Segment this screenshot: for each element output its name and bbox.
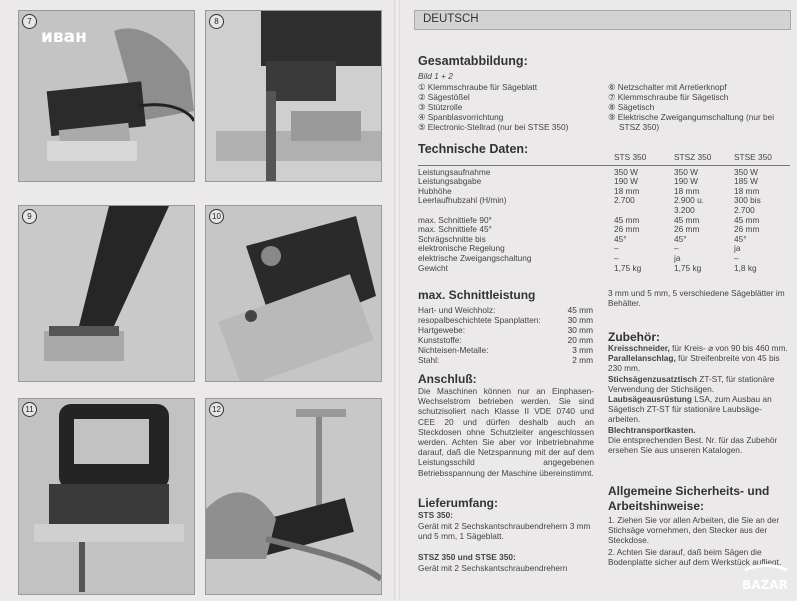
anschluss-text: Die Maschinen können nur an Einphasen-Wechselstrom betrieben werden. Sie sind schutzisoliert nach Klasse II VDE 0740 und CEE 20 und dürfen deshalb auch an Steckdosen ohne Schutzleiter angeschlossen werden. Achten Sie aber vor Inbetriebnahme darauf, daß die Netzspannung mit der auf dem Leistungsschild angegebenen Betriebsspannung der Maschine übereinstimmt. bbox=[418, 386, 594, 478]
cut-label: Stahl: bbox=[418, 355, 440, 365]
tech-cell: 18 mm bbox=[614, 185, 640, 196]
tech-cell: 26 mm bbox=[674, 224, 700, 235]
tech-cell: Leistungsaufnahme bbox=[418, 166, 491, 177]
tech-cell: 300 bis bbox=[734, 195, 761, 206]
liefer-sts-label: STS 350: bbox=[418, 510, 454, 520]
cut-label: Kunststoffe: bbox=[418, 335, 462, 345]
tech-cell: – bbox=[734, 252, 739, 263]
cut-title: max. Schnittleistung bbox=[418, 288, 536, 302]
bazar-logo bbox=[737, 562, 793, 596]
photo-number: 9 bbox=[22, 209, 37, 224]
cut-value: 45 mm bbox=[567, 305, 593, 315]
tech-cell: – bbox=[674, 243, 679, 254]
jigsaw-blade-photo-icon bbox=[19, 206, 194, 381]
tech-col-header bbox=[418, 153, 614, 163]
tech-cell: 1,8 kg bbox=[734, 262, 757, 273]
tech-cell: 190 W bbox=[674, 176, 698, 187]
overview-title: Gesamtabbildung: bbox=[418, 54, 528, 68]
photo-number: 8 bbox=[209, 14, 224, 29]
liefer-stsz-text: Gerät mit 2 Sechskantschraubendrehern bbox=[418, 563, 568, 573]
tech-cell: – bbox=[614, 243, 619, 254]
zubehoer-note: Die entsprechenden Best. Nr. für das Zubehör ersehen Sie aus unseren Katalogen. bbox=[608, 434, 778, 456]
tech-cell: Schrägschnitte bis bbox=[418, 233, 486, 244]
photo-7 bbox=[18, 10, 195, 182]
photo-number: 11 bbox=[22, 402, 37, 417]
photo-11 bbox=[18, 398, 195, 595]
photo-8 bbox=[205, 10, 382, 182]
zubehoer-item bbox=[608, 343, 788, 353]
tech-row bbox=[418, 264, 790, 274]
photo-number: 10 bbox=[209, 209, 224, 224]
tech-cell: Hubhöhe bbox=[418, 185, 452, 196]
zubehoer-item bbox=[608, 394, 788, 425]
liefer-stsz-label: STSZ 350 und STSE 350: bbox=[418, 552, 516, 562]
tech-cell: 45 mm bbox=[734, 214, 760, 225]
tech-cell: 18 mm bbox=[674, 185, 700, 196]
tech-cell: 2.900 u. bbox=[674, 195, 704, 206]
zubehoer-item-name: Parallelanschlag, bbox=[608, 353, 676, 364]
language-header bbox=[414, 10, 791, 30]
cut-value: 3 mm bbox=[572, 345, 593, 355]
table-rule bbox=[418, 165, 790, 166]
zubehoer-item bbox=[608, 353, 788, 373]
tech-cell: 350 W bbox=[614, 166, 638, 177]
circle-cutter-photo-icon bbox=[206, 399, 381, 594]
tech-title: Technische Daten: bbox=[418, 142, 529, 156]
tech-cell: 26 mm bbox=[614, 224, 640, 235]
cut-continuation: 3 mm und 5 mm, 5 verschiedene Sägeblätter im Behälter. bbox=[608, 288, 785, 309]
tech-cell: 185 W bbox=[734, 176, 758, 187]
language-label: DEUTSCH bbox=[423, 13, 479, 25]
zubehoer-item-text: für Kreis- ⌀ von 90 bis 460 mm. bbox=[669, 343, 788, 353]
tech-cell: 45° bbox=[674, 233, 687, 244]
tech-cell: ja bbox=[734, 243, 741, 254]
zubehoer-item-text: für Streifenbreite von 45 bis 230 mm. bbox=[608, 353, 780, 374]
sawtable-photo-icon bbox=[206, 11, 381, 181]
bazar-logo-icon bbox=[737, 562, 793, 596]
tech-col-header: STS 350 bbox=[614, 152, 647, 162]
tech-cell: max. Schnittiefe 45° bbox=[418, 224, 492, 235]
overview-item: ② Sägestößel bbox=[418, 92, 470, 102]
cut-label: Hart- und Weichholz: bbox=[418, 305, 496, 315]
photo-12 bbox=[205, 398, 382, 595]
cut-value: 30 mm bbox=[567, 325, 593, 335]
tech-col-header: STSZ 350 bbox=[674, 152, 712, 162]
tech-cell: 1,75 kg bbox=[614, 262, 642, 273]
cut-value: 20 mm bbox=[567, 335, 593, 345]
overview-item: ④ Spanblasvorrichtung bbox=[418, 112, 504, 122]
tech-col-header: STSE 350 bbox=[734, 152, 772, 162]
overview-item: ⑨ Elektrische Zweigangumschaltung (nur bei bbox=[608, 112, 775, 122]
tech-cell: 26 mm bbox=[734, 224, 760, 235]
overview-item: ⑤ Electronic-Stellrad (nur bei STSE 350) bbox=[418, 122, 569, 132]
tech-header-row bbox=[418, 153, 790, 163]
zubehoer-item-text: LSA, zum Ausbau an Sägetisch ZT-ST für stationäre Laubsäge-arbeiten. bbox=[608, 394, 772, 425]
tech-cell: 2.700 bbox=[734, 204, 755, 215]
zubehoer-title: Zubehör: bbox=[608, 330, 660, 344]
page-fold bbox=[394, 0, 400, 600]
tech-cell: 350 W bbox=[734, 166, 758, 177]
overview-subtitle: Bild 1 + 2 bbox=[418, 71, 453, 81]
cut-label: Hartgewebe: bbox=[418, 325, 466, 335]
cut-value: 30 mm bbox=[567, 315, 593, 325]
watermark-text: иван bbox=[41, 27, 87, 47]
tech-cell: max. Schnittiefe 90° bbox=[418, 214, 492, 225]
photo-number: 12 bbox=[209, 402, 224, 417]
tech-cell: 45° bbox=[734, 233, 747, 244]
jigsaw-side-photo-icon bbox=[19, 399, 194, 594]
zubehoer-item-name: Blechtransportkasten. bbox=[608, 424, 696, 435]
tech-cell: – bbox=[614, 252, 619, 263]
jigsaw-bottom-photo-icon bbox=[206, 206, 381, 381]
tech-cell: Leerlaufhubzahl (H/min) bbox=[418, 195, 507, 206]
liefer-sts-text: Gerät mit 2 Sechskantschraubendrehern 3 mm und 5 mm, 1 Sägeblatt. bbox=[418, 521, 591, 542]
tech-table bbox=[418, 153, 790, 273]
tech-cell: 45 mm bbox=[674, 214, 700, 225]
tech-cell: elektrische Zweigangschaltung bbox=[418, 252, 532, 263]
overview-item: ⑧ Sägetisch bbox=[608, 102, 655, 112]
zubehoer-item-name: Laubsägeausrüstung bbox=[608, 394, 692, 405]
safety-p2: 2. Achten Sie darauf, daß beim Sägen die Bodenplatte sicher auf dem Werkstück aufliegt. bbox=[608, 547, 782, 568]
cut-value: 2 mm bbox=[572, 355, 593, 365]
zubehoer-item bbox=[608, 374, 788, 394]
zubehoer-item-name: Stichsägenzusatztisch bbox=[608, 373, 697, 384]
safety-p1: 1. Ziehen Sie vor allen Arbeiten, die Sie an der Stichsäge vornehmen, den Stecker aus der Steckdose. bbox=[608, 515, 780, 546]
zubehoer-list bbox=[608, 343, 788, 455]
tech-cell: 3.200 bbox=[674, 204, 695, 215]
zubehoer-item bbox=[608, 425, 788, 435]
cut-label: resopalbeschichtete Spanplatten: bbox=[418, 315, 541, 325]
photo-10 bbox=[205, 205, 382, 382]
overview-item: ⑥ Netzschalter mit Arretierknopf bbox=[608, 82, 727, 92]
tech-cell: 18 mm bbox=[734, 185, 760, 196]
overview-item: ③ Stützrolle bbox=[418, 102, 463, 112]
tech-cell: Leistungsabgabe bbox=[418, 176, 482, 187]
tech-cell: 45 mm bbox=[614, 214, 640, 225]
liefer-title: Lieferumfang: bbox=[418, 496, 499, 510]
photo-number: 7 bbox=[22, 14, 37, 29]
tech-cell: elektronische Regelung bbox=[418, 243, 505, 254]
photo-9 bbox=[18, 205, 195, 382]
anschluss-title: Anschluß: bbox=[418, 372, 477, 386]
logo-text: BAZAR bbox=[742, 578, 788, 592]
tech-cell: 2.700 bbox=[614, 195, 635, 206]
overview-item: ① Klemmschraube für Sägeblatt bbox=[418, 82, 538, 92]
tech-cell: ja bbox=[674, 252, 681, 263]
tech-cell: 45° bbox=[614, 233, 627, 244]
zubehoer-item-name: Kreisschneider, bbox=[608, 343, 670, 353]
tech-cell: Gewicht bbox=[418, 262, 448, 273]
tech-cell: 1,75 kg bbox=[674, 262, 702, 273]
overview-item: STSZ 350) bbox=[619, 122, 660, 132]
zubehoer-item-text: ZT-ST, für stationäre Verwendung der Stichsägen. bbox=[608, 373, 775, 394]
safety-title: Allgemeine Sicherheits- und Arbeitshinweise: bbox=[608, 484, 770, 513]
tech-cell: 350 W bbox=[674, 166, 698, 177]
overview-item: ⑦ Klemmschraube für Sägetisch bbox=[608, 92, 729, 102]
tech-cell: 190 W bbox=[614, 176, 638, 187]
cut-label: Nichteisen-Metalle: bbox=[418, 345, 489, 355]
